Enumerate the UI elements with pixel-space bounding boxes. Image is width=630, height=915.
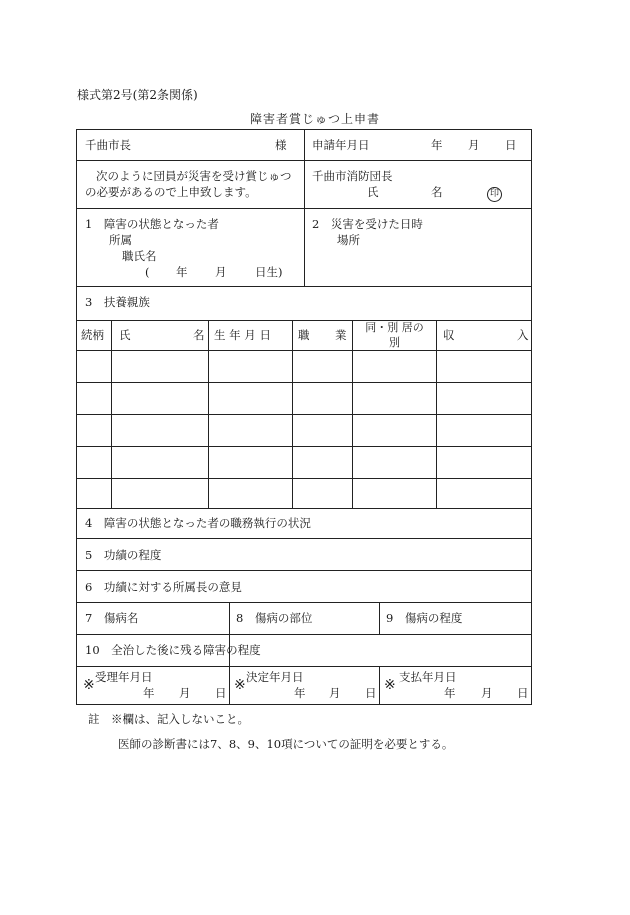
rule-split-top bbox=[304, 130, 305, 286]
rule-header bbox=[77, 350, 531, 351]
section1-birth-year: 年 bbox=[176, 265, 188, 279]
section5-title: 5 功績の程度 bbox=[85, 548, 162, 562]
paid-month: 月 bbox=[481, 686, 493, 700]
rule-col-name bbox=[111, 320, 112, 508]
rule-split-office bbox=[379, 666, 380, 704]
notes bbox=[88, 712, 454, 751]
section6-title: 6 功績に対する所属長の意見 bbox=[85, 580, 242, 594]
col-relation: 続柄 bbox=[81, 328, 104, 342]
rule-col-income bbox=[436, 320, 437, 508]
section3-title: 3 扶養親族 bbox=[85, 295, 150, 309]
rule-row3 bbox=[77, 286, 531, 287]
applicant-name-label-1: 氏 bbox=[367, 185, 379, 199]
applicant-name-label-2: 名 bbox=[431, 185, 443, 199]
applicant-organization: 千曲市消防団長 bbox=[312, 169, 393, 183]
rule-rel3 bbox=[77, 446, 531, 447]
rule-rel4 bbox=[77, 478, 531, 479]
note-2: 医師の診断書には7、8、9、10項についての証明を必要とする。 bbox=[118, 737, 454, 751]
received-date-label: 受理年月日 bbox=[95, 670, 153, 684]
application-date-year: 年 bbox=[431, 138, 443, 152]
statement-line1: 次のように団員が災害を受け賞じゅつ bbox=[96, 169, 292, 183]
decided-year: 年 bbox=[294, 686, 306, 700]
note-1: 註 ※欄は、記入しないこと。 bbox=[88, 712, 249, 726]
rule-col-birth bbox=[208, 320, 209, 508]
rule-col-occupation bbox=[292, 320, 293, 508]
section7-title: 7 傷病名 bbox=[85, 611, 139, 625]
paid-year: 年 bbox=[444, 686, 456, 700]
rule-sec4 bbox=[77, 538, 531, 539]
rule-sec789 bbox=[77, 634, 531, 635]
col-birth: 生 年 月 日 bbox=[214, 328, 271, 342]
col-occupation-1: 職 bbox=[298, 328, 310, 342]
section4-title: 4 障害の状態となった者の職務執行の状況 bbox=[85, 516, 311, 530]
seal-icon: 印 bbox=[487, 187, 502, 202]
decided-month: 月 bbox=[329, 686, 341, 700]
col-cohabit-2: 別 bbox=[389, 336, 400, 349]
decided-day: 日 bbox=[365, 686, 377, 700]
section9-title: 9 傷病の程度 bbox=[386, 611, 463, 625]
section1-birth-day: 日生) bbox=[255, 265, 283, 279]
section10-title: 10 全治した後に残る障害の程度 bbox=[85, 643, 261, 657]
rule-sec5 bbox=[77, 570, 531, 571]
application-form-table bbox=[76, 129, 532, 705]
decided-date-label: 決定年月日 bbox=[246, 670, 304, 684]
rule-rel2 bbox=[77, 414, 531, 415]
section2-place: 場所 bbox=[337, 233, 360, 247]
office-mark-paid: ※ bbox=[384, 677, 396, 693]
paid-day: 日 bbox=[517, 686, 529, 700]
addressee-name: 千曲市長 bbox=[85, 138, 131, 152]
col-income-1: 収 bbox=[443, 328, 455, 342]
rule-sec10 bbox=[77, 666, 531, 667]
application-date-label: 申請年月日 bbox=[312, 138, 370, 152]
statement-line2: の必要があるので上申致します。 bbox=[85, 185, 257, 199]
seal-mark bbox=[487, 185, 502, 202]
section1-birth-month: 月 bbox=[215, 265, 227, 279]
section8-title: 8 傷病の部位 bbox=[236, 611, 313, 625]
section1-title: 1 障害の状態となった者 bbox=[85, 217, 219, 231]
rule-split-789 bbox=[379, 602, 380, 634]
section1-affiliation: 所属 bbox=[109, 233, 132, 247]
col-name-1: 氏 bbox=[119, 328, 131, 342]
office-mark-decided: ※ bbox=[234, 677, 246, 693]
received-year: 年 bbox=[143, 686, 155, 700]
col-income-2: 入 bbox=[517, 328, 529, 342]
office-mark-received: ※ bbox=[83, 677, 95, 693]
rule-sec6 bbox=[77, 602, 531, 603]
rule-row4 bbox=[77, 320, 531, 321]
application-date-month: 月 bbox=[468, 138, 480, 152]
col-occupation-2: 業 bbox=[335, 328, 347, 342]
section2-title: 2 災害を受けた日時 bbox=[312, 217, 423, 231]
application-date-day: 日 bbox=[505, 138, 517, 152]
paid-date-label: 支払年月日 bbox=[399, 670, 457, 684]
rule-rel1 bbox=[77, 382, 531, 383]
form-number: 様式第2号(第2条関係) bbox=[77, 88, 198, 102]
addressee-honorific: 様 bbox=[275, 138, 287, 152]
received-month: 月 bbox=[179, 686, 191, 700]
col-name-2: 名 bbox=[193, 328, 205, 342]
section1-birth-open: ( bbox=[145, 265, 150, 279]
rule-rel5 bbox=[77, 508, 531, 509]
section1-position-name: 職氏名 bbox=[122, 249, 157, 263]
col-cohabit-1: 同・別 居の bbox=[365, 321, 424, 334]
document-title: 障害者賞じゅつ上申書 bbox=[249, 112, 380, 126]
received-day: 日 bbox=[215, 686, 227, 700]
